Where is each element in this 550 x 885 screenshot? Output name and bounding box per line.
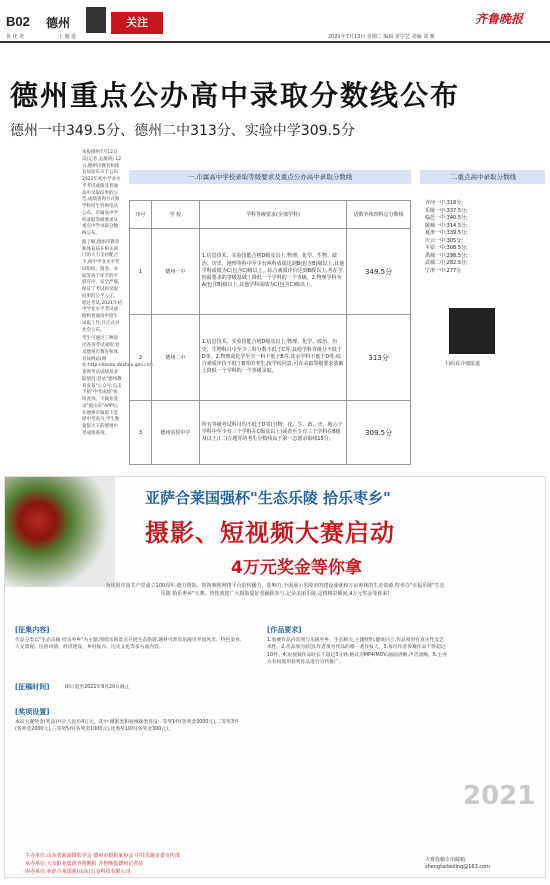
dateline: 2021年7月13日 星期二 编辑 常学艺 美编 刘 雅 (328, 34, 435, 40)
section-body: 本次大赛奖金(奖品)共计人民币4万元。其中:摄影类和短视频类各设一等奖1件(各奖金3000元),二等奖3件(各奖金2000元),三等奖5件(各奖金1000元),优秀奖10件(各奖金300元)。 (15, 720, 239, 733)
qr-code-icon (86, 7, 106, 33)
right-list-title: 二.重点高中录取分数线 (420, 170, 545, 184)
section-heading: [征稿时间] (15, 683, 50, 691)
col-header-no: 序号 (130, 201, 152, 229)
section-city: 德州 (46, 16, 71, 30)
headline: 德州重点公办高中录取分数线公布 (10, 79, 461, 112)
list-item: 平原一中:308.5分; (425, 245, 468, 251)
list-item: 齐河一中:318分; (425, 200, 463, 206)
section-body: 即日起至2021年9月20日截止 (65, 685, 130, 690)
ad-intro: 为庆祝中国共产党成立100周年,德力摄影、短视频和网络平台的传播力、影响力,全面展示乐陵市的建设成就和万亩枣林的生态资源,特举办"幸福乐陵"生态乐陵 拾乐枣乡"大赛。热忱欢迎广大摄影爱好者踊跃参与,记录美丽乐陵,定格精彩瞬间,4万元奖金等你来! (105, 583, 445, 597)
col-header-score: 语数外体四科总分数线 (347, 201, 411, 229)
score-table (129, 200, 411, 465)
section-body: 作品分类以"生态乐陵 拾乐枣乡"为主题,围绕乐陵景点开展生态旅游,题材可涉及乐陵市枣园风光、特色美食、人文景观、民俗风情、经济建设、乡村振兴、历史文化等多方面内容。 (15, 638, 245, 651)
cell-no: 3 (130, 401, 152, 465)
header-rule (0, 41, 550, 43)
contest-email (425, 857, 545, 871)
paragraph: 本报德州7月12日讯(记者 孟俊鸿) 12日,德州市教育和体育局发布关于公布2021年初中学业水平考试成绩及普通高中录取结果的公告,成绩查询方式和学校招生咨询电话公布。市属高中学校录取等级要求及重点中学录取分数线公布。 (82, 150, 122, 236)
subheadline: 德州一中349.5分、德州二中313分、实验中学309.5分 (10, 123, 355, 139)
table-header-row (130, 201, 411, 229)
cell-score: 349.5分 (347, 229, 411, 315)
table-row (130, 315, 411, 401)
paragraph: 据了解,德州市教育和体育局在相关部门的大力支持配合下,初中学业水平考试组织、阅卷、录取等各个环节的平稳有序、安全严谨,保证了考试和录取结果的公平公正。经过考试,2021年初中学业水平考试成绩和普通高中招生录取工作,开正式对社会公布。 (82, 239, 122, 333)
score-list (425, 200, 537, 275)
list-item: 庆云一中:305分; (425, 237, 463, 244)
jujube-photo (5, 477, 115, 587)
cell-school: 德州实验中学 (151, 401, 199, 465)
qr-code-icon (449, 308, 495, 354)
header-sub-left: 优 化 者 (6, 34, 25, 40)
list-item: 禹城一中:298.5分; (425, 252, 468, 259)
list-item: 武城二中:282.5分; (425, 260, 468, 266)
page-header (0, 0, 550, 44)
col-header-school: 学 校 (151, 201, 199, 229)
section-body: 1.参赛作品内容须与乐陵枣乡、生态相关,主题鲜明,健康向上,作品须时有真实性及艺术性。2.作品须为原创,作者须为作品的唯一著作权人。3.每位作者参赛作品不得超过10件。4.短视频作品时长不超过3分钟,格式为MP4/MOV,画面清晰,声音流畅。5.主办方有权使用获奖作品进行宣传推广。 (267, 638, 448, 666)
contest-ad (4, 476, 546, 878)
cell-req: 1.信息技术、实验技能合格D级及以上;物理、化学、政治、历史、生物科目中至少三科分数不低于C等,其他学科等级分不低于D等。2.物理或化学至少一科不低于B等,其余学科不低于D等;综合素质评价不低于B等的考生,按学校同意,可在录取等级要求基础上降低一个学科的一个等级录取。 (199, 315, 346, 401)
organizers (25, 853, 325, 876)
cell-score: 313分 (347, 315, 411, 401)
paragraph: 考生可通过三种途径查询考试成绩:登录德州市教育和体育局网站(网址:http://dzedu.dezhou.gov.cn/)查询考试成绩及录取情况;登录"德州教育发布"公众号;点击下载"中考成绩"按钮查询。下载并登录"爱山东"APP后,在德州市频道下选择中考查分,学生数量很大下的德州中考成绩查询。 (82, 336, 153, 436)
header-sub-right: 上 题 选 (58, 34, 77, 40)
organizer-line: 承办单位:大众报业集团齐鲁晚报 齐鲁晚报德州记者站 (25, 860, 144, 867)
table-row (130, 229, 411, 315)
brand-logo: 齐鲁晚报 (475, 12, 524, 26)
section-heading: [征集内容] (15, 626, 50, 634)
email-address[interactable]: shengtailaoling@163.com (425, 864, 491, 870)
cell-req: 所有等级考试科目均不低于D等(且物、化、生、政、史、地六个学科中至少有三个学科在C级及以上)或者至少有三个学科在B级及以上;(二)左题等的考生分数线高于第一志愿录取线15分。 (199, 401, 346, 465)
section-heading: [作品要求] (267, 626, 302, 634)
section-heading: [奖项设置] (15, 708, 50, 716)
page-number: B02 (6, 14, 30, 29)
col-header-req: 学科等级要求(全部学科) (199, 201, 346, 229)
year-watermark: 2021 (463, 781, 536, 811)
cell-no: 1 (130, 229, 152, 315)
organizer-line: 协办单位:亚萨合莱国强(山东)五金科技有限公司 (25, 868, 131, 875)
list-item: 夏津一中:339.5分; (425, 230, 468, 236)
organizer-line: 主办单位:山东省新闻摄影学会 德州市摄影家协会 中共乐陵市委宣传部 (25, 853, 180, 859)
email-label: 大赛投稿专用邮箱: (425, 857, 467, 863)
cell-score: 309.5分 (347, 401, 411, 465)
ad-prize: 4万元奖金等你拿 (231, 558, 362, 578)
list-item: 临邑一中:340.5分; (425, 215, 468, 221)
ad-main-title: 摄影、短视频大赛启动 (145, 519, 395, 547)
table-title: 一.市属高中学校录取等级要求及重点公办高中录取分数线 (129, 170, 411, 184)
list-item: 陵城一中:314.5分; (425, 222, 468, 229)
section-tag: 关注 (111, 12, 163, 34)
cell-school: 德州二中 (151, 315, 199, 401)
list-item: 宁津一中:277分 (425, 267, 462, 274)
table-row (130, 401, 411, 465)
cell-school: 德州一中 (151, 229, 199, 315)
qr-caption: 扫码看详细报道 (445, 361, 481, 367)
cell-no: 2 (130, 315, 152, 401)
cell-req: 1.信息技术、实验技能合格D级及以上;物理、化学、生物、政治、历史、地理等科中至少有两科成绩达到B(包含B)级以上,其他学科成绩为C(包含C)级以上。综合素质评价达到B级以上,考在学校最要求的等级基础上降低一个学科的一个等级。2.物理学科为A(包含B)级以上,其他学科成绩为C(包含C)级以上。 (199, 229, 346, 315)
ad-top-title: 亚萨合莱国强杯"生态乐陵 拾乐枣乡" (145, 489, 391, 507)
list-item: 乐陵一中:337.5分; (425, 207, 468, 214)
